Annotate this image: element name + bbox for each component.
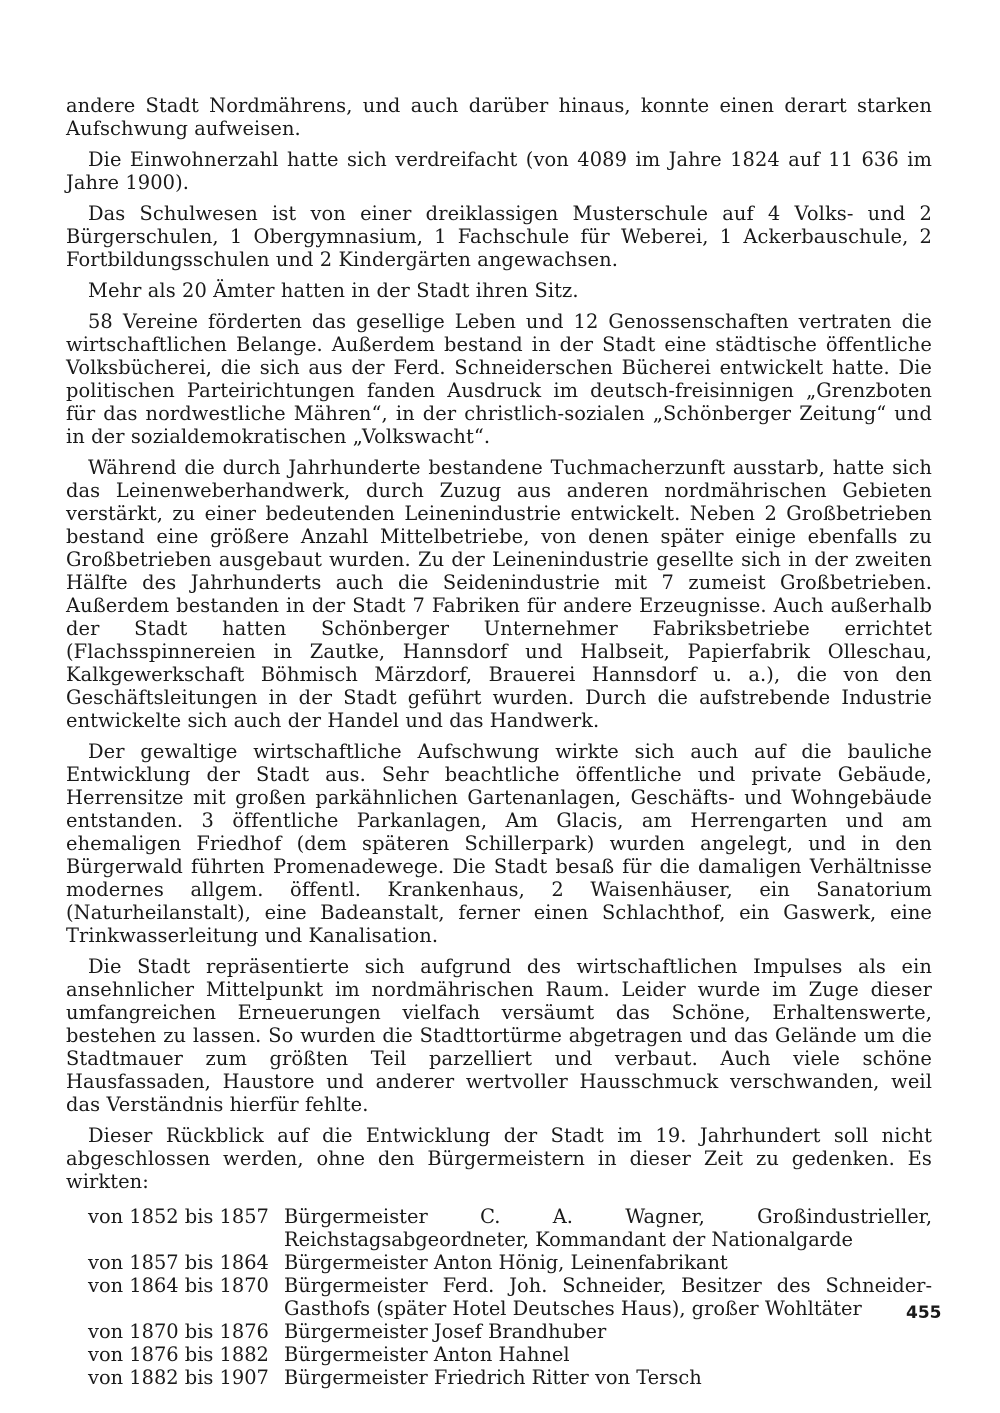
mayor-description: Bürgermeister Anton Hahnel <box>284 1343 570 1366</box>
list-item <box>88 1343 932 1366</box>
list-item <box>88 1366 932 1389</box>
mayor-term: von 1852 bis 1857 <box>88 1205 269 1228</box>
list-item <box>88 1205 932 1251</box>
mayor-description: Bürgermeister Friedrich Ritter von Tersch <box>284 1366 702 1389</box>
paragraph-schools: Das Schulwesen ist von einer dreiklassigen Musterschule auf 4 Volks- und 2 Bürgerschulen, 1 Obergymnasium, 1 Fachschule für Weberei, 1 Ackerbauschule, 2 Fortbildungsschulen und 2 Kindergärten angewachsen. <box>66 202 932 271</box>
mayor-description: Bürgermeister Josef Brandhuber <box>284 1320 607 1343</box>
mayor-term: von 1870 bis 1876 <box>88 1320 269 1343</box>
mayor-description: Bürgermeister Anton Hönig, Leinenfabrikant <box>284 1251 728 1274</box>
mayor-term: von 1882 bis 1907 <box>88 1366 269 1389</box>
page-body <box>66 94 932 1389</box>
paragraph-associations: 58 Vereine förderten das gesellige Leben und 12 Genossenschaften vertraten die wirtschaftlichen Belange. Außerdem bestand in der Stadt eine städtische öffentliche Volksbücherei, die sich aus der Ferd. Schneiderschen Bücherei entwickelt hatte. Die politischen Parteirichtungen fanden Ausdruck im deutsch-freisinnigen „Grenzboten für das nordwestliche Mähren“, in der christlich-sozialen „Schönberger Zeitung“ und in der sozialdemokratischen „Volkswacht“. <box>66 310 932 448</box>
list-item <box>88 1251 932 1274</box>
paragraph-offices: Mehr als 20 Ämter hatten in der Stadt ihren Sitz. <box>88 279 579 302</box>
paragraph-mayors-intro: Dieser Rückblick auf die Entwicklung der Stadt im 19. Jahrhundert soll nicht abgeschlossen werden, ohne den Bürgermeistern in dieser Zeit zu gedenken. Es wirkten: <box>66 1124 932 1193</box>
mayors-list <box>88 1205 932 1389</box>
list-item <box>88 1320 932 1343</box>
paragraph-industry: Während die durch Jahrhunderte bestandene Tuchmacherzunft ausstarb, hatte sich das Leinenweberhandwerk, durch Zuzug aus anderen nordmährischen Gebieten verstärkt, zu einer bedeutenden Leinenindustrie entwickelt. Neben 2 Großbetrieben bestand eine größere Anzahl Mittelbetriebe, von denen später einige ebenfalls zu Großbetrieben ausgebaut wurden. Zu der Leinenindustrie gesellte sich in der zweiten Hälfte des Jahrhunderts auch die Seidenindustrie mit 7 zumeist Großbetrieben. Außerdem bestanden in der Stadt 7 Fabriken für andere Erzeugnisse. Auch außerhalb der Stadt hatten Schönberger Unternehmer Fabriksbetriebe errichtet (Flachsspinnereien in Zautke, Hannsdorf und Halbseit, Papierfabrik Olleschau, Kalkgewerkschaft Böhmisch Märzdorf, Brauerei Hannsdorf u. a.), die von den Geschäftsleitungen in der Stadt geführt wurden. Durch die aufstrebende Industrie entwickelte sich auch der Handel und das Handwerk. <box>66 456 932 732</box>
page-number: 455 <box>906 1303 942 1323</box>
mayor-description: Bürgermeister Ferd. Joh. Schneider, Besitzer des Schneider-Gasthofs (später Hotel Deutsches Haus), großer Wohltäter <box>284 1274 932 1320</box>
paragraph-population: Die Einwohnerzahl hatte sich verdreifacht (von 4089 im Jahre 1824 auf 11 636 im Jahre 1900). <box>66 148 932 194</box>
paragraph-construction: Der gewaltige wirtschaftliche Aufschwung wirkte sich auch auf die bauliche Entwicklung der Stadt aus. Sehr beachtliche öffentliche und private Gebäude, Herrensitze mit großen parkähnlichen Gartenanlagen, Geschäfts- und Wohngebäude entstanden. 3 öffentliche Parkanlagen, Am Glacis, am Herrengarten und am ehemaligen Friedhof (dem späteren Schillerpark) wurden angelegt, und in den Bürgerwald führten Promenadewege. Die Stadt besaß für die damaligen Verhältnisse modernes allgem. öffentl. Krankenhaus, 2 Waisenhäuser, ein Sanatorium (Naturheilanstalt), eine Badeanstalt, ferner einen Schlachthof, ein Gaswerk, eine Trinkwasserleitung und Kanalisation. <box>66 740 932 947</box>
mayor-term: von 1857 bis 1864 <box>88 1251 269 1274</box>
list-item <box>88 1274 932 1320</box>
mayor-term: von 1864 bis 1870 <box>88 1274 269 1297</box>
mayor-term: von 1876 bis 1882 <box>88 1343 269 1366</box>
paragraph-continuation: andere Stadt Nordmährens, und auch darüber hinaus, konnte einen derart starken Aufschwung aufweisen. <box>66 94 932 140</box>
paragraph-representation: Die Stadt repräsentierte sich aufgrund des wirtschaftlichen Impulses als ein ansehnlicher Mittelpunkt im nordmährischen Raum. Leider wurde im Zuge dieser umfangreichen Erneuerungen vielfach versäumt das Schöne, Erhaltenswerte, bestehen zu lassen. So wurden die Stadttortürme abgetragen und das Gelände um die Stadtmauer zum größten Teil parzelliert und verbaut. Auch viele schöne Hausfassaden, Haustore und anderer wertvoller Hausschmuck verschwanden, weil das Verständnis hierfür fehlte. <box>66 955 932 1116</box>
mayor-description: Bürgermeister C. A. Wagner, Großindustrieller, Reichstagsabgeordneter, Kommandant der Nationalgarde <box>284 1205 932 1251</box>
